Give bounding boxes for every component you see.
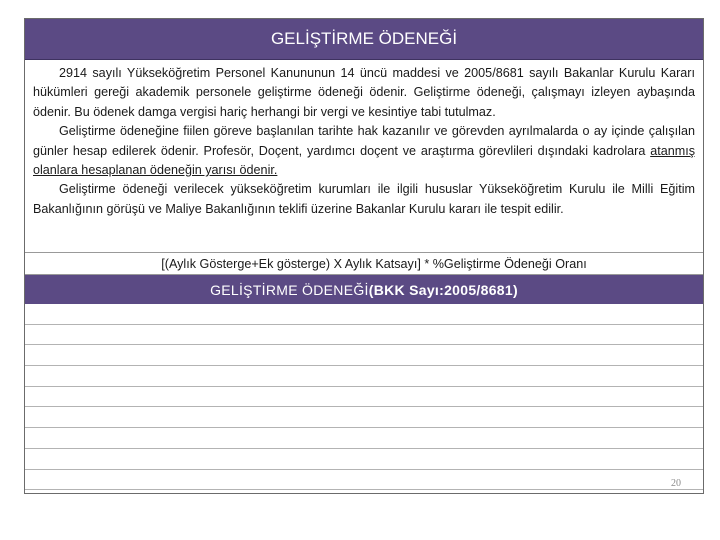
page-title: GELİŞTİRME ÖDENEĞİ: [25, 19, 703, 60]
table-row: [25, 387, 703, 408]
table-row: [25, 345, 703, 366]
table-row: [25, 304, 703, 325]
paragraph-2-underlined: atanmış olanlara hesaplanan ödeneğin yarısı ödenir.: [33, 143, 695, 178]
paragraph-1: 2914 sayılı Yükseköğretim Personel Kanununun 14 üncü maddesi ve 2005/8681 sayılı Bakanlar Kurulu Kararı hükümleri gereği akademik personele geliştirme ödeneği ödenir. Geliştirme ödeneği, çalışmayı izleyen aybaşında ödenir. Bu ödenek damga vergisi hariç herhangi bir vergi ve kesintiye tabi tutulmaz.: [33, 66, 695, 119]
table-header: [25, 275, 703, 304]
paragraph-3: Geliştirme ödeneği verilecek yükseköğretim kurumları ile ilgili hususlar Yükseköğretim Kurulu ile Milli Eğitim Bakanlığının görüşü ve Maliye Bakanlığının teklifi üzerine Bakanlar Kurulu kararı ile tespit edilir.: [33, 182, 695, 216]
table-header-title: GELİŞTİRME ÖDENEĞİ: [210, 281, 369, 298]
table-row: [25, 449, 703, 470]
table-row: [25, 407, 703, 428]
empty-table: [25, 304, 703, 511]
table-row: [25, 366, 703, 387]
paragraph-2: [33, 122, 695, 180]
formula: [(Aylık Gösterge+Ek gösterge) X Aylık Katsayı] * %Geliştirme Ödeneği Oranı: [25, 253, 703, 275]
table-row: [25, 470, 703, 491]
slide-frame: [24, 18, 704, 494]
table-row: [25, 490, 703, 511]
table-header-bkk: (BKK Sayı:2005/8681): [368, 281, 518, 298]
page-number: 20: [671, 478, 681, 489]
table-row: [25, 325, 703, 346]
table-row: [25, 428, 703, 449]
paragraph-2-text: Geliştirme ödeneğine fiilen göreve başlanılan tarihte hak kazanılır ve görevden ayrılmalarda o ay içinde çalışılan günler hesap edilerek ödenir. Profesör, Doçent, yardımcı doçent ve araştırma görevlileri dışındaki kadrolara: [33, 124, 695, 158]
body-text: [25, 60, 703, 253]
